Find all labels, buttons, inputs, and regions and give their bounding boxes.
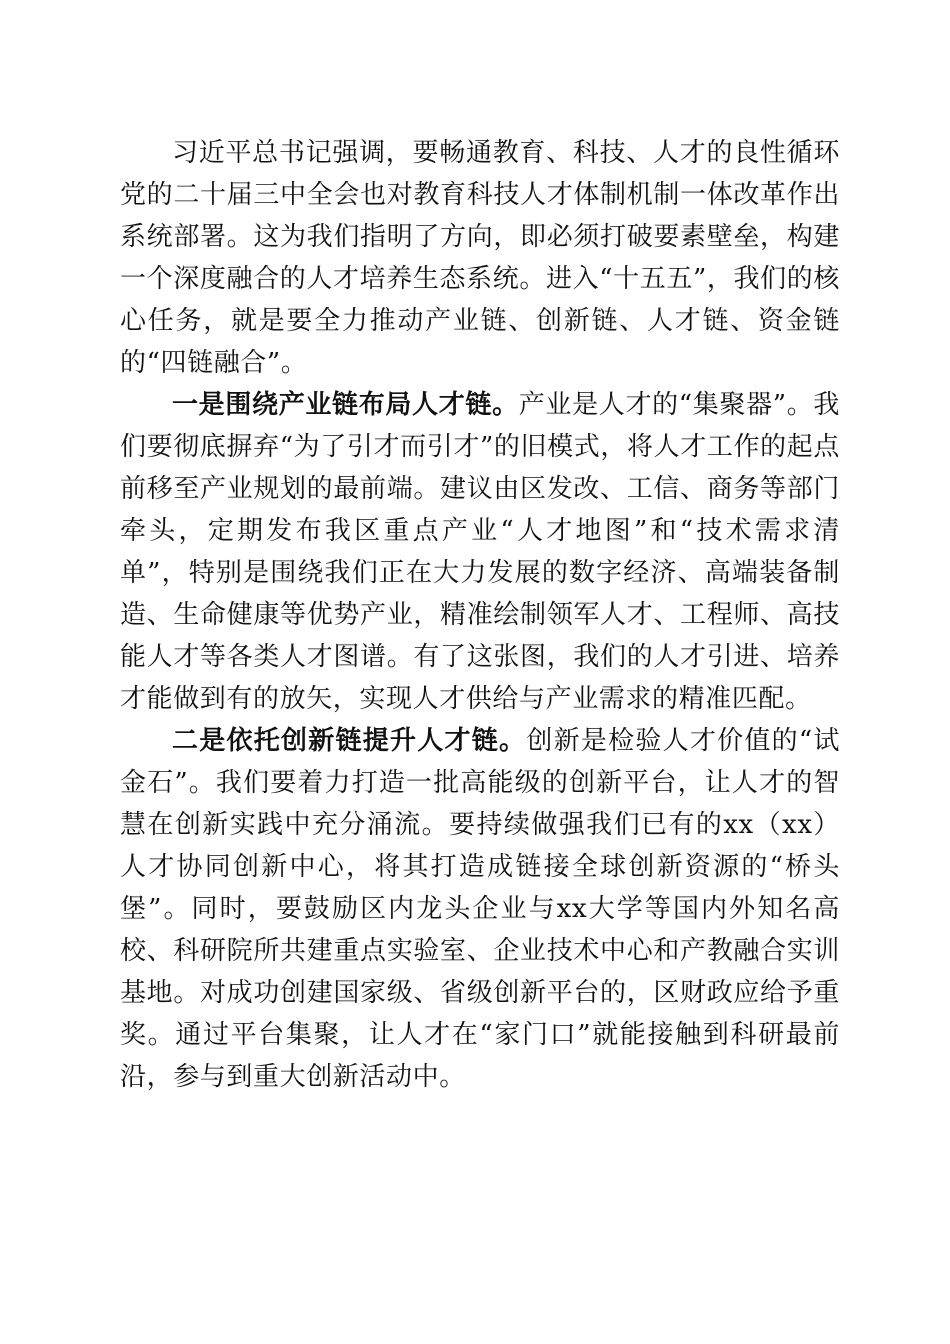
paragraph-text: 产业是人才的“集聚器”。我们要彻底摒弃“为了引才而引才”的旧模式，将人才工作的起点前移至产业规划的最前端。建议由区发改、工信、商务等部门牵头，定期发布我区重点产业“人才地图”和“技术需求清单”，特别是围绕我们正在大力发展的数字经济、高端装备制造、生命健康等优势产业，精准绘制领军人才、工程师、高技能人才等各类人才图谱。有了这张图，我们的人才引进、培养才能做到有的放矢，实现人才供给与产业需求的精准匹配。 — [120, 390, 840, 714]
paragraph-lead: 一是围绕产业链布局人才链。 — [172, 390, 519, 420]
paragraph-innovation-chain — [120, 720, 840, 1098]
paragraph-intro — [120, 132, 840, 384]
paragraph-text: 创新是检验人才价值的“试金石”。我们要着力打造一批高能级的创新平台，让人才的智慧在创新实践中充分涌流。要持续做强我们已有的xx（xx）人才协同创新中心，将其打造成链接全球创新资源的“桥头堡”。同时，要鼓励区内龙头企业与xx大学等国内外知名高校、科研院所共建重点实验室、企业技术中心和产教融合实训基地。对成功创建国家级、省级创新平台的，区财政应给予重奖。通过平台集聚，让人才在“家门口”就能接触到科研最前沿，参与到重大创新活动中。 — [120, 726, 840, 1092]
paragraph-text: 习近平总书记强调，要畅通教育、科技、人才的良性循环党的二十届三中全会也对教育科技人才体制机制一体改革作出系统部署。这为我们指明了方向，即必须打破要素壁垒，构建一个深度融合的人才培养生态系统。进入“十五五”，我们的核心任务，就是要全力推动产业链、创新链、人才链、资金链的“四链融合”。 — [120, 138, 840, 378]
paragraph-industry-chain — [120, 384, 840, 720]
paragraph-lead: 二是依托创新链提升人才链。 — [172, 726, 527, 756]
document-body — [120, 132, 840, 1098]
